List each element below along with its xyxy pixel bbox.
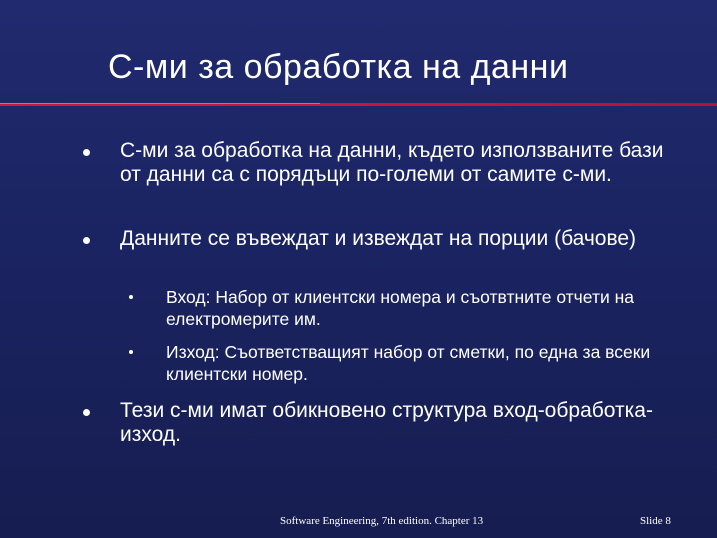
sub-bullet-text: Изход: Съответстващият набор от сметки, по една за всеки клиентски номер. <box>166 342 651 384</box>
sub-bullet-item-2 <box>166 341 686 385</box>
sub-bullet-dot-icon <box>129 295 133 299</box>
sub-bullet-item-1 <box>166 286 686 330</box>
bullet-dot-icon <box>83 149 90 156</box>
bullet-dot-icon <box>83 409 90 416</box>
bullet-item-2 <box>120 227 690 251</box>
bullet-item-1 <box>120 139 690 187</box>
bullet-text: Данните се въвеждат и извеждат на порции (бачове) <box>120 227 637 250</box>
bullet-item-3 <box>120 399 690 447</box>
slide-title: С-ми за обработка на данни <box>108 48 569 86</box>
bullet-text: С-ми за обработка на данни, където използваните бази от данни са с порядъци по-големи от самите с-ми. <box>120 139 664 186</box>
footer-course-label: Software Engineering, 7th edition. Chapter 13 <box>280 515 484 527</box>
bullet-dot-icon <box>83 237 90 244</box>
sub-bullet-text: Вход: Набор от клиентски номера и съотвтните отчети на електромерите им. <box>166 287 634 329</box>
sub-bullet-dot-icon <box>129 350 133 354</box>
bullet-text: Тези с-ми имат обикновено структура вход-обработка-изход. <box>120 399 653 446</box>
footer-slide-number: Slide 8 <box>640 515 671 527</box>
